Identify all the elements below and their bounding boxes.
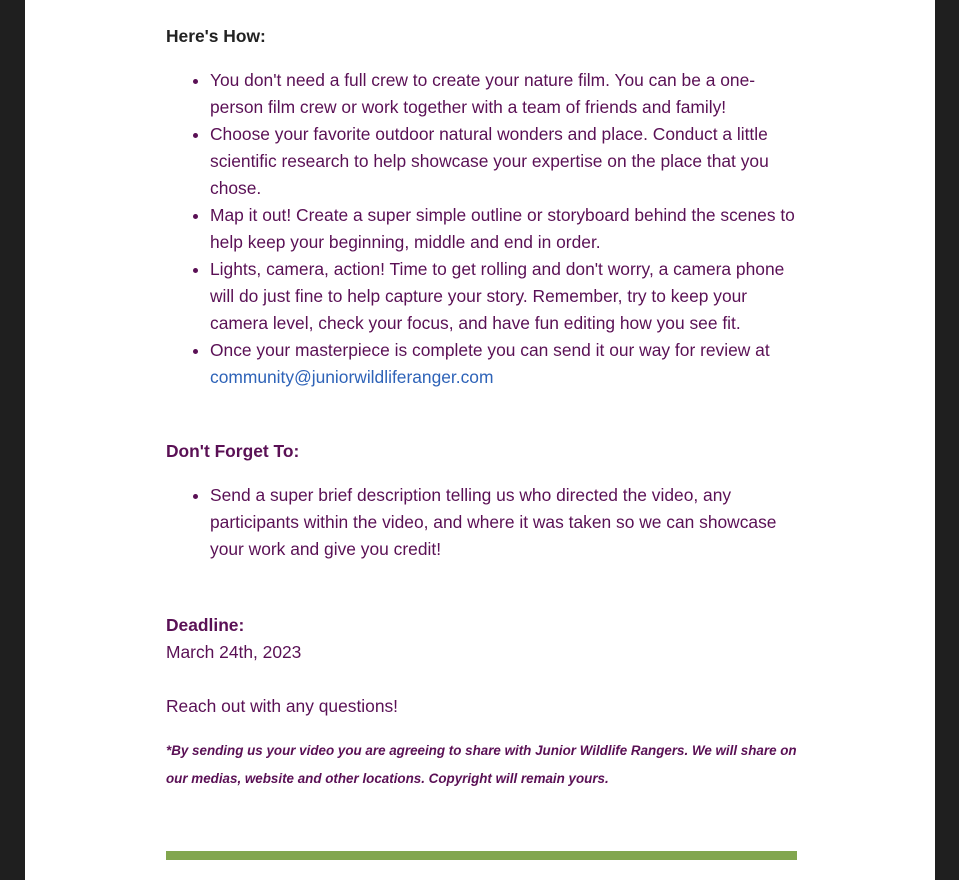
submit-instruction: Once your masterpiece is complete you can send it our way for review at bbox=[210, 340, 770, 360]
list-item bbox=[210, 337, 806, 391]
section-spacer bbox=[166, 563, 806, 613]
list-item: • Choose your favorite outdoor natural wonders and place. Conduct a little scientific research to help showcase your expertise on the place that you chose. bbox=[210, 121, 806, 202]
questions-text: Reach out with any questions! bbox=[166, 696, 399, 716]
list-item: • Send a super brief description telling us who directed the video, any participants within the video, and where it was taken so we can showcase your work and give you credit! bbox=[210, 482, 806, 563]
heres-how-heading: Here's How: bbox=[166, 26, 266, 46]
list-item: • Map it out! Create a super simple outline or storyboard behind the scenes to help keep your beginning, middle and end in order. bbox=[210, 202, 806, 256]
email-body bbox=[25, 0, 935, 880]
list-item: • You don't need a full crew to create your nature film. You can be a one-person film crew or work together with a team of friends and family! bbox=[210, 67, 806, 121]
disclaimer-text: *By sending us your video you are agreeing to share with Junior Wildlife Rangers. We will share on our medias, website and other locations. Copyright will remain yours. bbox=[166, 743, 797, 786]
deadline-date: March 24th, 2023 bbox=[166, 642, 302, 662]
dont-forget-list bbox=[166, 482, 806, 563]
green-divider-bar bbox=[166, 851, 797, 860]
dont-forget-heading: Don't Forget To: bbox=[166, 441, 300, 461]
deadline-label: Deadline: bbox=[166, 615, 245, 635]
newsletter-content bbox=[166, 24, 806, 793]
list-item: • Lights, camera, action! Time to get rolling and don't worry, a camera phone will do just fine to help capture your story. Remember, try to keep your camera level, check your focus, and have fun editing how you see fit. bbox=[210, 256, 806, 337]
email-link[interactable]: community@juniorwildliferanger.com bbox=[210, 367, 494, 387]
heres-how-list bbox=[166, 67, 806, 391]
section-spacer bbox=[166, 391, 806, 439]
